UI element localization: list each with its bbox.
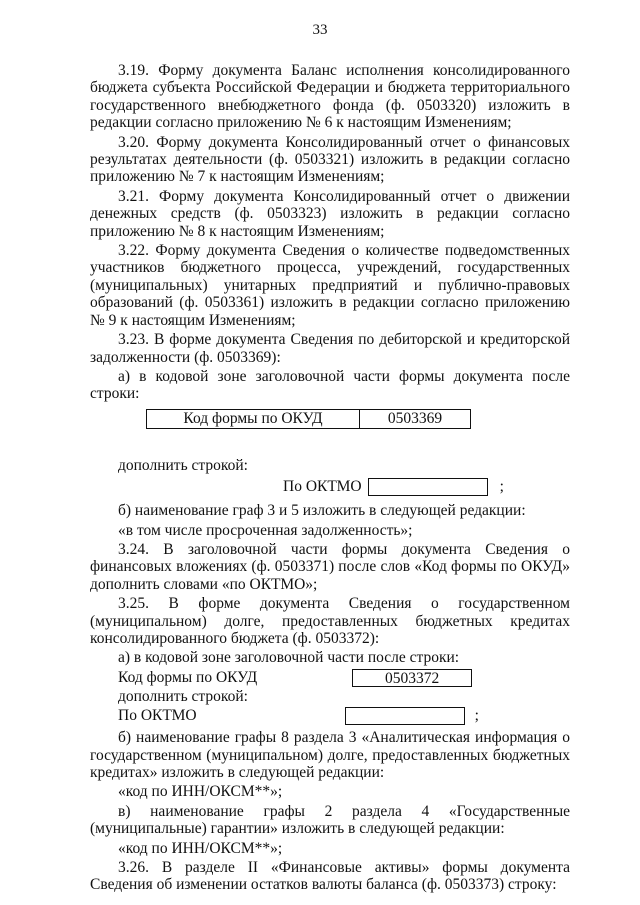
oktmo-suffix: ; <box>499 478 504 496</box>
oktmo-row <box>90 478 570 496</box>
paragraph-3-20: 3.20. Форму документа Консолидированный отчет о финансовых результатах деятельности (ф. 0503321) изложить в редакции согласно приложению № 7 к настоящим Изменениям; <box>90 133 570 186</box>
paragraph-inn-2: «код по ИНН/ОКСМ**»; <box>118 839 283 857</box>
paragraph-3-26: 3.26. В разделе II «Финансовые активы» формы документа Сведения об изменении остатков валюты баланса (ф. 0503373) строку: <box>90 859 570 894</box>
paragraph-3-25-v: в) наименование графы 2 раздела 4 «Государственные (муниципальные) гарантии» изложить в следующей редакции: <box>90 802 570 838</box>
paragraph-3-25: 3.25. В форме документа Сведения о государственном (муниципальном) долге, предоставленных бюджетных кредитах консолидированного бюджета (ф. 0503372): <box>90 595 570 647</box>
paragraph-3-25-a: а) в кодовой зоне заголовочной части после строки: <box>118 649 460 667</box>
okud-code-2: 0503372 <box>352 669 472 687</box>
okud-label-cell: Код формы по ОКУД <box>147 409 360 428</box>
paragraph-3-23-b: б) наименование граф 3 и 5 изложить в следующей редакции: <box>118 502 526 520</box>
paragraph-3-23: 3.23. В форме документа Сведения по дебиторской и кредиторской задолженности (ф. 0503369): <box>90 331 570 366</box>
oktmo-label-2: По ОКТМО <box>118 707 197 725</box>
supplement-line-2: дополнить строкой: <box>118 687 248 705</box>
paragraph-3-22: 3.22. Форму документа Сведения о количестве подведомственных участников бюджетного процесса, учреждений, государственных (муниципальных) унитарных предприятий и публично-правовых образований (ф. 0503361) изложить в редакции согласно приложению № 9 к настоящим Изменениям; <box>90 242 570 329</box>
document-body <box>90 62 570 896</box>
oktmo-row-2 <box>90 707 570 725</box>
paragraph-3-19: 3.19. Форму документа Баланс исполнения консолидированного бюджета субъекта Российской Федерации и бюджета территориального государственного внебюджетного фонда (ф. 0503320) изложить в редакции согласно приложению № 6 к настоящим Изменениям; <box>90 62 570 132</box>
page-number: 33 <box>312 22 328 38</box>
oktmo-suffix-2: ; <box>474 707 479 725</box>
paragraph-overdue: «в том числе просроченная задолженность»; <box>118 521 413 539</box>
okud-code-cell: 0503369 <box>360 409 471 428</box>
oktmo-box <box>368 478 488 496</box>
supplement-line: дополнить строкой: <box>118 456 248 474</box>
okud-row-2 <box>90 669 570 687</box>
oktmo-label: По ОКТМО <box>283 478 362 496</box>
paragraph-3-21: 3.21. Форму документа Консолидированный отчет о движении денежных средств (ф. 0503323) изложить в редакции согласно приложению № 8 к настоящим Изменениям; <box>90 187 570 240</box>
okud-label-2: Код формы по ОКУД <box>118 669 258 687</box>
okud-code-table <box>146 409 471 429</box>
paragraph-3-25-b: б) наименование графы 8 раздела 3 «Аналитическая информация о государственном (муниципальном) долге, предоставленных бюджетных кредитах» изложить в следующей редакции: <box>90 729 570 781</box>
paragraph-3-23-a: а) в кодовой зоне заголовочной части формы документа после строки: <box>90 367 570 403</box>
paragraph-inn-1: «код по ИНН/ОКСМ**»; <box>118 783 283 801</box>
oktmo-box-2 <box>345 707 465 725</box>
paragraph-3-24: 3.24. В заголовочной части формы документа Сведения о финансовых вложениях (ф. 0503371) после слов «Код формы по ОКУД» дополнить словами «по ОКТМО»; <box>90 540 570 593</box>
